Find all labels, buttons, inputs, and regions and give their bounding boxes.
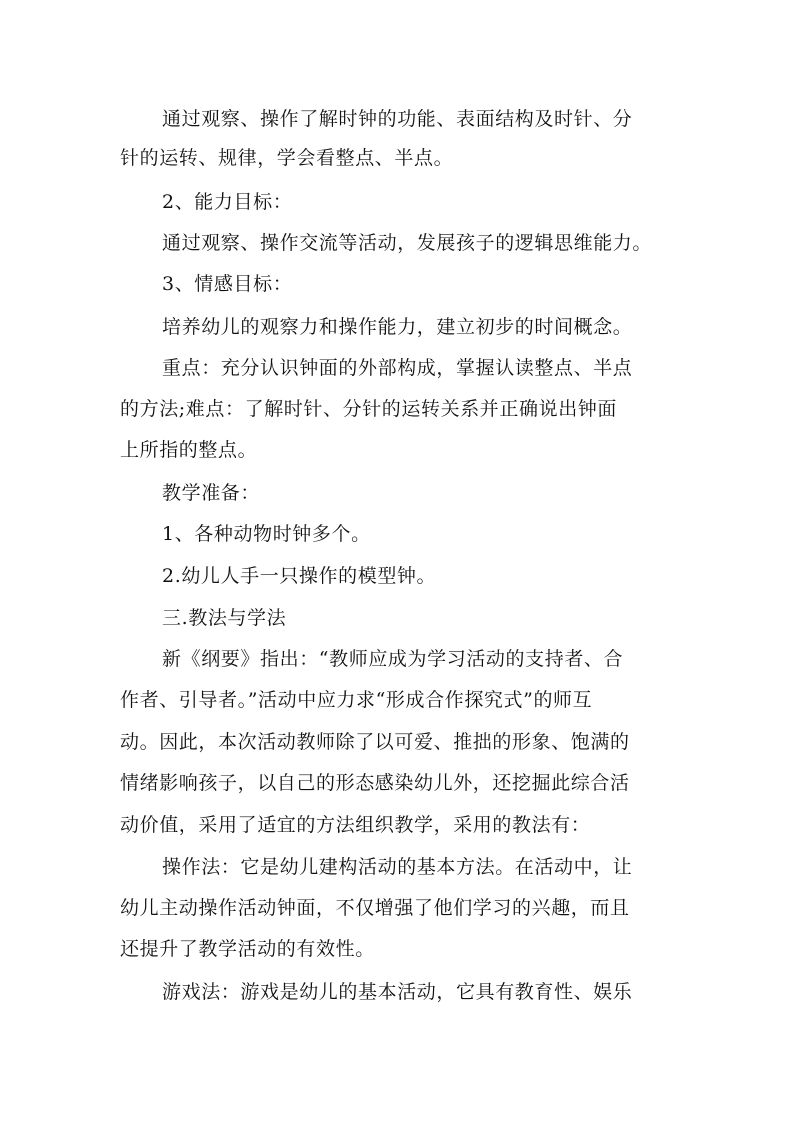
paragraph-line: 还提升了教学活动的有效性。 — [120, 938, 375, 960]
paragraph-line: 新《纲要》指出：“教师应成为学习活动的支持者、合 — [162, 648, 624, 670]
paragraph-line: 通过观察、操作交流等活动，发展孩子的逻辑思维能力。 — [162, 232, 653, 254]
section-heading-teaching-preparation: 教学准备： — [162, 482, 261, 504]
paragraph-line: 操作法：它是幼儿建构活动的基本方法。在活动中，让 — [162, 856, 633, 878]
paragraph-line: 针的运转、规律，学会看整点、半点。 — [120, 147, 454, 169]
section-heading-emotion-goal: 3、情感目标： — [162, 273, 293, 295]
paragraph-line: 的方法;难点：了解时针、分针的运转关系并正确说出钟面 — [120, 398, 618, 420]
paragraph-line: 作者、引导者。”活动中应力求“形成合作探究式”的师互 — [120, 689, 593, 711]
paragraph-line: 幼儿主动操作活动钟面，不仅增强了他们学习的兴趣，而且 — [120, 897, 630, 919]
list-item: 1、各种动物时钟多个。 — [162, 523, 371, 545]
paragraph-line: 培养幼儿的观察力和操作能力，建立初步的时间概念。 — [162, 316, 633, 338]
paragraph-line: 重点：充分认识钟面的外部构成，掌握认读整点、半点 — [162, 357, 633, 379]
paragraph-line: 动。因此，本次活动教师除了以可爱、推拙的形象、饱满的 — [120, 731, 630, 753]
section-heading-teaching-methods: 三.教法与学法 — [162, 607, 287, 629]
paragraph-line: 上所指的整点。 — [120, 439, 258, 461]
paragraph-line: 情绪影响孩子，以自己的形态感染幼儿外，还挖掘此综合活 — [120, 772, 630, 794]
paragraph-line: 通过观察、操作了解时钟的功能、表面结构及时针、分 — [162, 108, 633, 130]
section-heading-ability-goal: 2、能力目标： — [162, 191, 293, 213]
paragraph-line: 游戏法：游戏是幼儿的基本活动，它具有教育性、娱乐 — [162, 981, 633, 1003]
paragraph-line: 动价值，采用了适宜的方法组织教学，采用的教法有： — [120, 814, 591, 836]
list-item: 2.幼儿人手一只操作的模型钟。 — [162, 565, 437, 587]
